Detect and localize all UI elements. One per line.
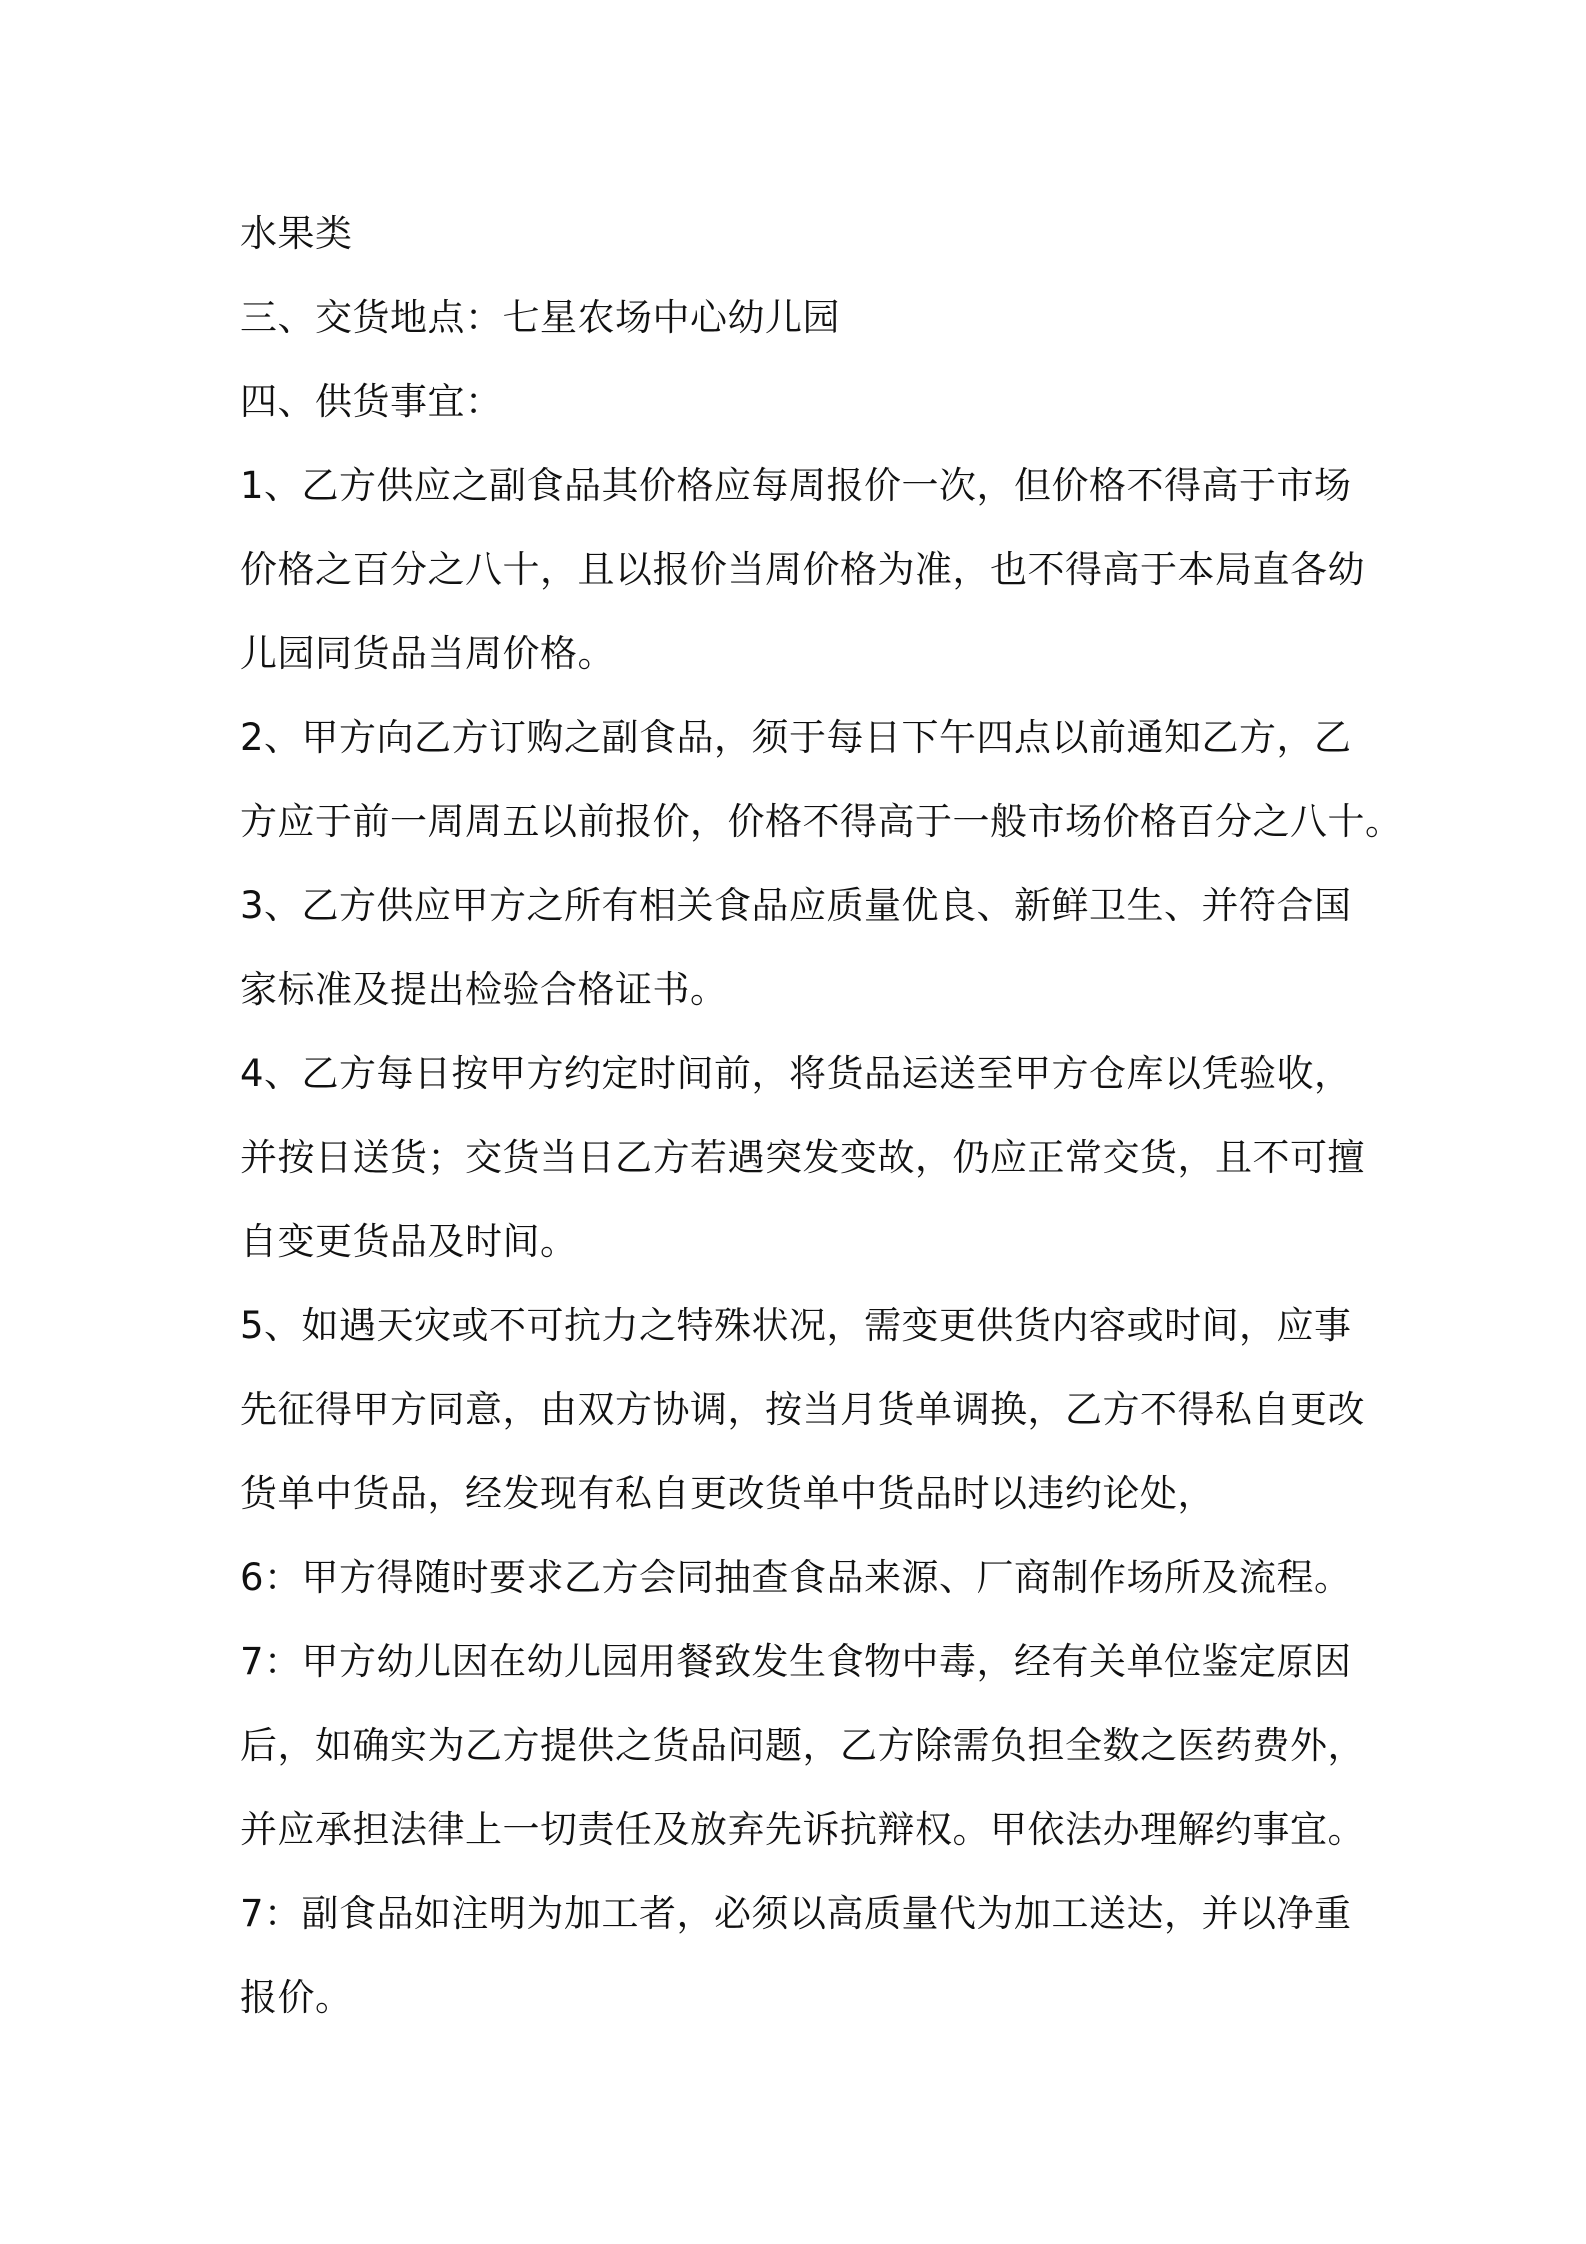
clause-4-line-2: 并按日送货；交货当日乙方若遇突发变故，仍应正常交货，且不可擅 — [240, 1136, 1365, 1179]
clause-2-line-1: 2、甲方向乙方订购之副食品，须于每日下午四点以前通知乙方，乙 — [240, 716, 1352, 759]
clause-4-line-3: 自变更货品及时间。 — [240, 1220, 578, 1263]
clause-7a-line-1: 7：甲方幼儿因在幼儿园用餐致发生食物中毒，经有关单位鉴定原因 — [240, 1640, 1352, 1683]
clause-7b-line-2: 报价。 — [240, 1976, 353, 2019]
clause-5-line-3: 货单中货品，经发现有私自更改货单中货品时以违约论处， — [240, 1472, 1215, 1515]
section-supply-matters: 四、供货事宜： — [240, 380, 503, 423]
clause-5-line-1: 5、如遇天灾或不可抗力之特殊状况，需变更供货内容或时间，应事 — [240, 1304, 1352, 1347]
clause-1-line-1: 1、乙方供应之副食品其价格应每周报价一次，但价格不得高于市场 — [240, 464, 1352, 507]
clause-2-line-2: 方应于前一周周五以前报价，价格不得高于一般市场价格百分之八十。 — [240, 800, 1403, 843]
clause-4-line-1: 4、乙方每日按甲方约定时间前，将货品运送至甲方仓库以凭验收， — [240, 1052, 1352, 1095]
clause-5-line-2: 先征得甲方同意，由双方协调，按当月货单调换，乙方不得私自更改 — [240, 1388, 1365, 1431]
clause-3-line-1: 3、乙方供应甲方之所有相关食品应质量优良、新鲜卫生、并符合国 — [240, 884, 1352, 927]
clause-3-line-2: 家标准及提出检验合格证书。 — [240, 968, 728, 1011]
clause-1-line-2: 价格之百分之八十，且以报价当周价格为准，也不得高于本局直各幼 — [240, 548, 1365, 591]
clause-7a-line-2: 后，如确实为乙方提供之货品问题，乙方除需负担全数之医药费外， — [240, 1724, 1365, 1767]
clause-6-line-1: 6：甲方得随时要求乙方会同抽查食品来源、厂商制作场所及流程。 — [240, 1556, 1352, 1599]
clause-7a-line-3: 并应承担法律上一切责任及放弃先诉抗辩权。甲依法办理解约事宜。 — [240, 1808, 1365, 1851]
clause-7b-line-1: 7：副食品如注明为加工者，必须以高质量代为加工送达，并以净重 — [240, 1892, 1352, 1935]
document-body — [240, 192, 1403, 2040]
section-heading-fruit: 水果类 — [240, 212, 353, 255]
section-delivery-location: 三、交货地点：七星农场中心幼儿园 — [240, 296, 840, 339]
clause-1-line-3: 儿园同货品当周价格。 — [240, 632, 615, 675]
